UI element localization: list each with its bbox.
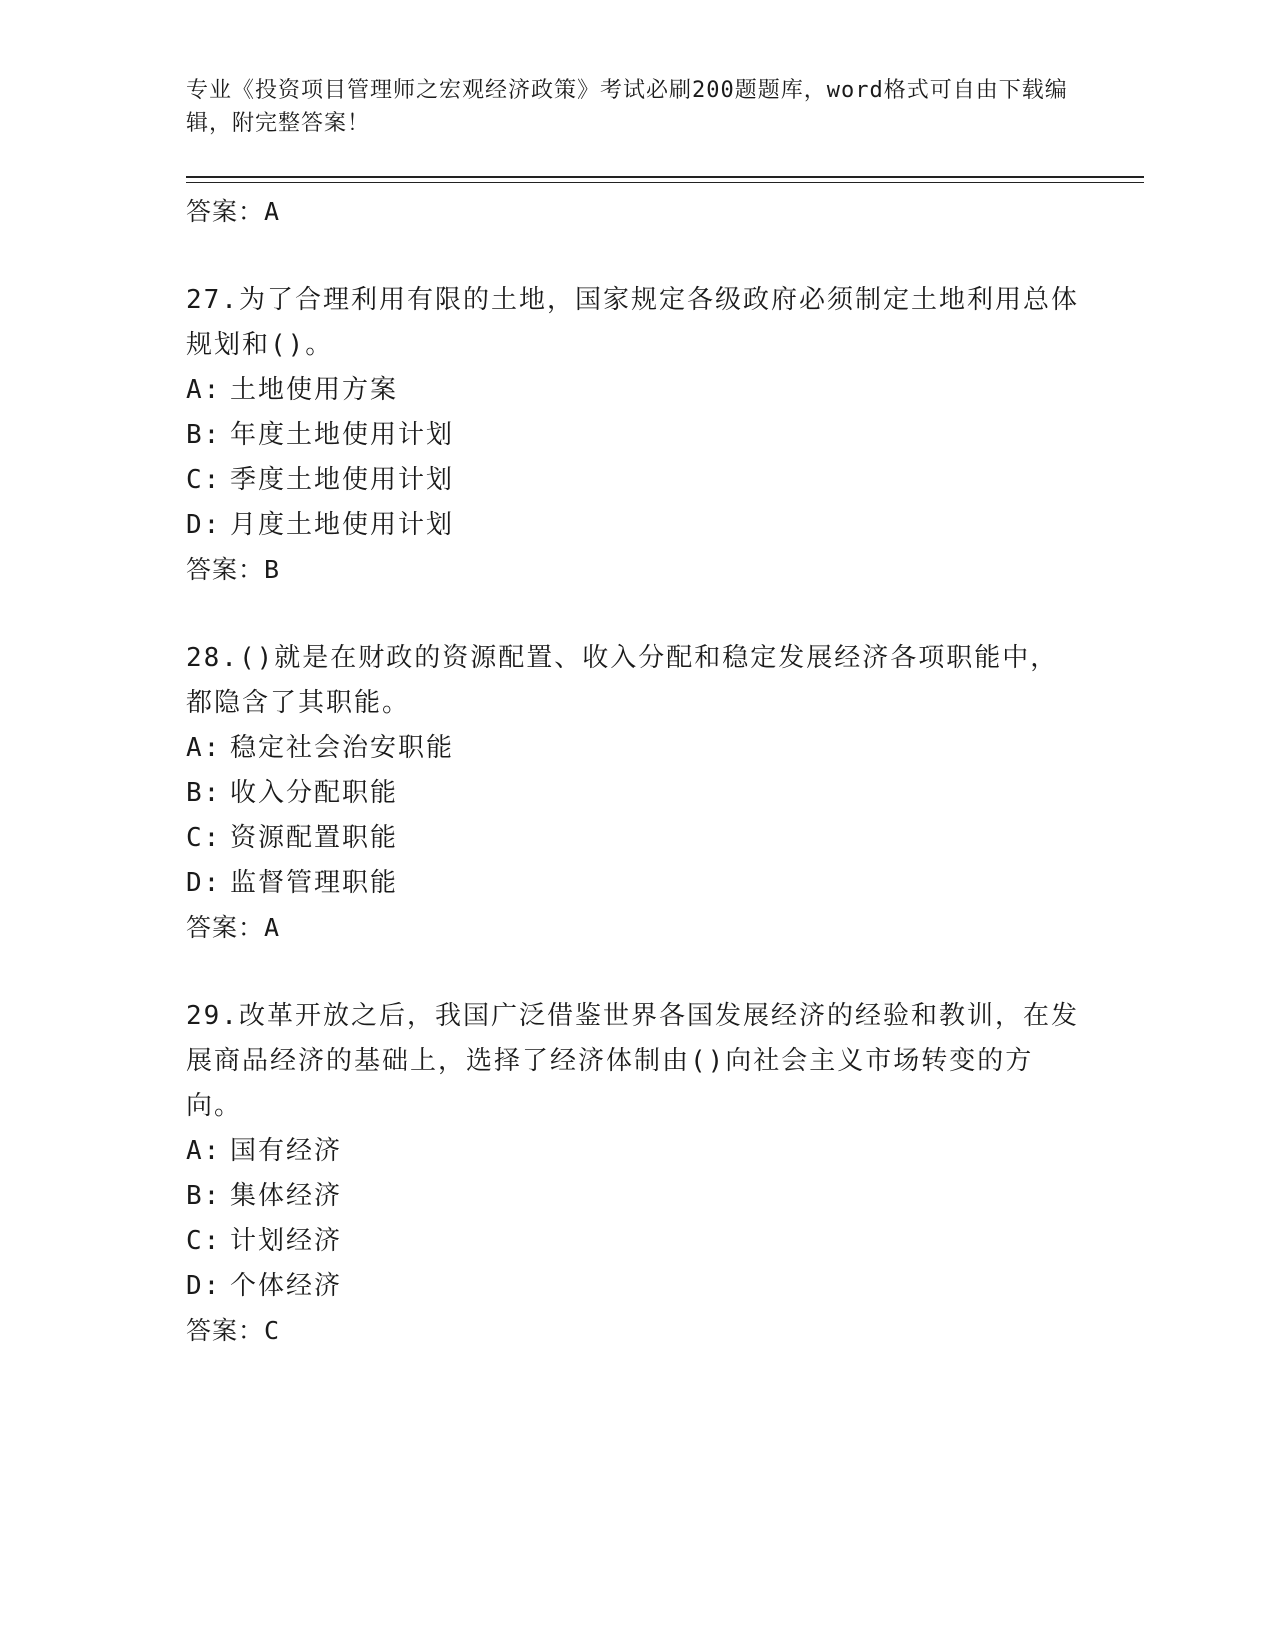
option-c xyxy=(186,458,1086,503)
option-text: 稳定社会治安职能 xyxy=(230,733,455,763)
option-letter: C: xyxy=(186,823,222,853)
option-letter: A: xyxy=(186,733,222,763)
option-a xyxy=(186,726,1086,771)
option-text: 监督管理职能 xyxy=(230,868,399,898)
answer-label: 答案： xyxy=(186,555,265,584)
answer-line xyxy=(186,548,1086,592)
answer-value: A xyxy=(264,913,281,942)
option-letter: A: xyxy=(186,1136,222,1166)
question-list xyxy=(186,190,1086,1353)
answer-line xyxy=(186,190,1086,234)
option-text: 年度土地使用计划 xyxy=(230,420,455,450)
answer-value: C xyxy=(264,1316,281,1345)
question-block xyxy=(186,994,1086,1353)
question-stem: 27.为了合理利用有限的土地，国家规定各级政府必须制定土地利用总体规划和()。 xyxy=(186,285,1079,360)
option-letter: C: xyxy=(186,1226,222,1256)
option-b xyxy=(186,771,1086,816)
option-letter: D: xyxy=(186,1271,222,1301)
answer-label: 答案： xyxy=(186,913,265,942)
question-stem: 29.改革开放之后，我国广泛借鉴世界各国发展经济的经验和教训，在发展商品经济的基础上，选择了经济体制由()向社会主义市场转变的方向。 xyxy=(186,1001,1079,1121)
answer-line xyxy=(186,906,1086,950)
question-stem: 28.()就是在财政的资源配置、收入分配和稳定发展经济各项职能中，都隐含了其职能。 xyxy=(186,643,1059,718)
header-rule-thick xyxy=(186,176,1144,178)
option-text: 土地使用方案 xyxy=(230,375,399,405)
option-text: 个体经济 xyxy=(230,1271,343,1301)
answer-line xyxy=(186,1309,1086,1353)
document-header: 专业《投资项目管理师之宏观经济政策》考试必刷200题题库，word格式可自由下载编辑，附完整答案！ xyxy=(186,78,1068,136)
option-c xyxy=(186,1219,1086,1264)
option-letter: B: xyxy=(186,778,222,808)
option-a xyxy=(186,1129,1086,1174)
option-b xyxy=(186,413,1086,458)
option-letter: B: xyxy=(186,420,222,450)
option-d xyxy=(186,1264,1086,1309)
option-letter: C: xyxy=(186,465,222,495)
option-text: 收入分配职能 xyxy=(230,778,399,808)
option-text: 国有经济 xyxy=(230,1136,343,1166)
option-text: 月度土地使用计划 xyxy=(230,510,455,540)
option-letter: D: xyxy=(186,510,222,540)
option-text: 资源配置职能 xyxy=(230,823,399,853)
option-c xyxy=(186,816,1086,861)
header-rule-thin xyxy=(186,182,1144,183)
option-text: 计划经济 xyxy=(230,1226,343,1256)
option-text: 集体经济 xyxy=(230,1181,343,1211)
option-b xyxy=(186,1174,1086,1219)
option-text: 季度土地使用计划 xyxy=(230,465,455,495)
question-block xyxy=(186,636,1086,950)
answer-value: A xyxy=(264,197,281,226)
answer-label: 答案： xyxy=(186,1316,265,1345)
option-letter: D: xyxy=(186,868,222,898)
option-letter: A: xyxy=(186,375,222,405)
option-d xyxy=(186,861,1086,906)
answer-label: 答案： xyxy=(186,197,265,226)
option-letter: B: xyxy=(186,1181,222,1211)
answer-value: B xyxy=(264,555,281,584)
question-block xyxy=(186,278,1086,592)
option-d xyxy=(186,503,1086,548)
option-a xyxy=(186,368,1086,413)
